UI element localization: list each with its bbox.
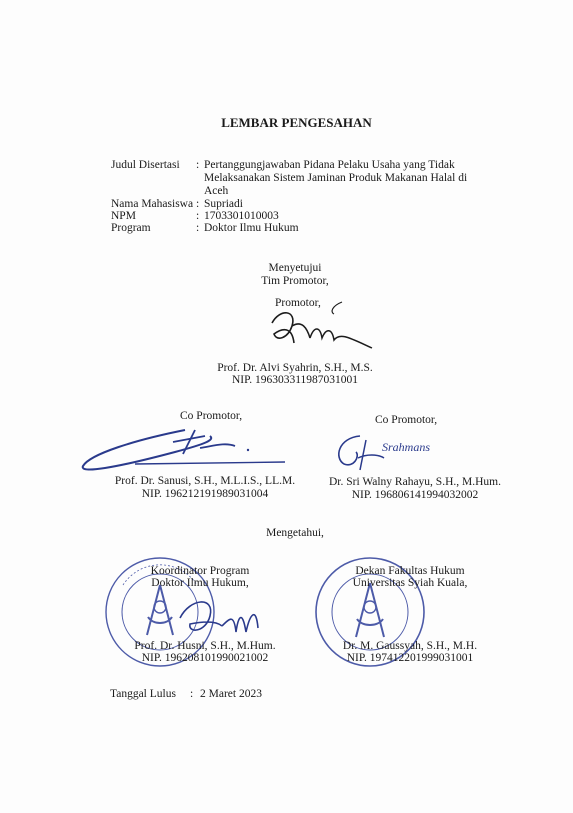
graduation-label: Tanggal Lulus: [110, 688, 176, 700]
meta-value-program: Doktor Ilmu Hukum: [204, 222, 299, 234]
copromotor-right-name: Dr. Sri Walny Rahayu, S.H., M.Hum.: [328, 476, 501, 488]
copromotor-left-role: Co Promotor,: [180, 410, 243, 422]
meta-label-program: Program: [111, 222, 151, 234]
copromotor-left-nip: NIP. 196212191989031004: [141, 488, 269, 500]
meta-colon: :: [196, 198, 200, 210]
page-title: LEMBAR PENGESAHAN: [221, 115, 372, 130]
dekan-role-line1: Dekan Fakultas Hukum: [355, 565, 465, 577]
team-heading: Tim Promotor,: [261, 275, 329, 287]
koordinator-role-line1: Koordinator Program: [150, 565, 250, 577]
meta-value-judul: Pertanggungjawaban Pidana Pelaku Usaha yang Tidak Melaksanakan Sistem Jaminan Produk Makanan Halal di Aceh: [204, 159, 468, 197]
copromotor-right-scrawl: Srahmans: [382, 440, 431, 454]
copromotor-right-nip: NIP. 196806141994032002: [351, 489, 479, 501]
copromotor-left-signature: [75, 422, 300, 474]
meta-colon: :: [196, 210, 200, 222]
promotor-nip: NIP. 196303311987031001: [231, 374, 359, 386]
copromotor-left-name: Prof. Dr. Sanusi, S.H., M.L.I.S., LL.M.: [114, 475, 296, 487]
dekan-name: Dr. M. Gaussyah, S.H., M.H.: [342, 640, 478, 652]
koordinator-name: Prof. Dr. Husni, S.H., M.Hum.: [134, 640, 276, 652]
meta-label-npm: NPM: [111, 210, 136, 222]
approve-heading: Menyetujui: [268, 262, 322, 274]
meta-colon: :: [196, 159, 200, 171]
promotor-name: Prof. Dr. Alvi Syahrin, S.H., M.S.: [217, 362, 373, 374]
meta-value-nama: Supriadi: [204, 198, 243, 210]
koordinator-nip: NIP. 196208101990021002: [141, 652, 269, 664]
promotor-signature: [262, 298, 382, 358]
promotor-role: Promotor,: [275, 297, 321, 309]
meta-label-nama: Nama Mahasiswa: [111, 198, 194, 210]
koordinator-signature: [170, 588, 270, 643]
meta-value-npm: 1703301010003: [204, 210, 279, 222]
graduation-date: 2 Maret 2023: [200, 688, 262, 700]
acknowledge-heading: Mengetahui,: [266, 527, 324, 539]
dekan-nip: NIP. 197412201999031001: [346, 652, 474, 664]
meta-colon: :: [196, 222, 200, 234]
dekan-role-line2: Universitas Syiah Kuala,: [352, 577, 468, 589]
graduation-colon: :: [190, 688, 194, 700]
copromotor-right-role: Co Promotor,: [375, 414, 438, 426]
koordinator-role-line2: Doktor Ilmu Hukum,: [151, 577, 249, 589]
meta-label-judul: Judul Disertasi: [111, 159, 180, 171]
